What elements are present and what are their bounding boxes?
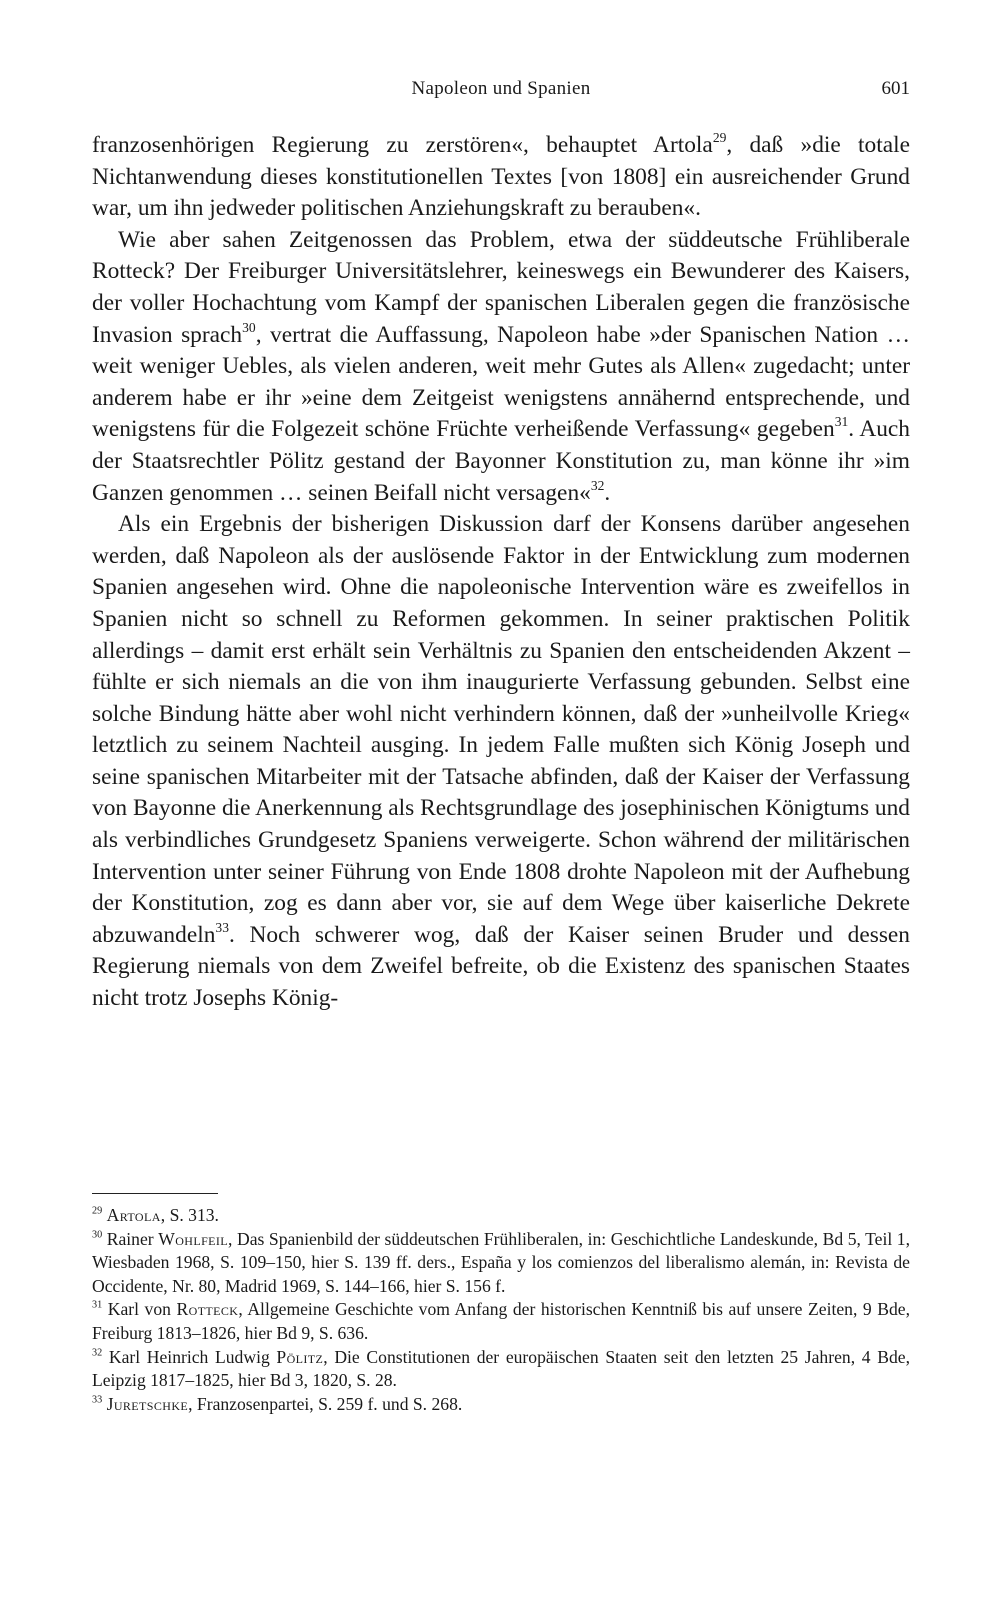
footnote-reference: 33 xyxy=(215,920,229,936)
footnote xyxy=(92,1228,910,1299)
footnote-separator xyxy=(92,1193,218,1194)
footnote-text: , Das Spanienbild der süddeutschen Frühliberalen, in: Geschichtliche Landeskunde, Bd 5, Teil 1, Wiesbaden 1968, S. 109–150, hier S. 139 ff. ders., España y los comienzos del liberalismo alemán, in: Revista de Occidente, Nr. 80, Madrid 1969, S. 144–166, hier S. 156 f. xyxy=(92,1228,910,1296)
footnote xyxy=(92,1204,910,1228)
text-run: , vertrat die Auffassung, Napoleon habe »der Spanischen Nation … weit weniger Uebles, als vielen anderen, weit mehr Gutes als Allen« zugedacht; unter anderem habe er ihr »eine dem Zeitgeist wenigstens annähernd entsprechende, und wenigstens für die Folgezeit schöne Früchte verheißende Verfassung« gegeben xyxy=(92,321,910,443)
footnote-author-forename: Karl von xyxy=(107,1299,177,1320)
footnote-text: , S. 313. xyxy=(160,1205,219,1225)
footnote-author-forename: Karl Heinrich Ludwig xyxy=(108,1346,277,1367)
footnote xyxy=(92,1346,910,1393)
paragraph xyxy=(92,130,910,225)
footnote-reference: 31 xyxy=(834,414,849,430)
footnote-number: 31 xyxy=(92,1300,103,1312)
footnote-author: Pölitz xyxy=(276,1346,324,1367)
text-run: . Noch schwerer wog, daß der Kaiser seinen Bruder und dessen Regierung niemals von dem Zweifel befreite, ob die Existenz des spanischen Staates nicht trotz Josephs König- xyxy=(92,921,910,1012)
footnote-author: Juretschke xyxy=(106,1393,189,1414)
running-title: Napoleon und Spanien xyxy=(411,78,591,99)
footnote-number: 30 xyxy=(92,1229,103,1241)
text-run: franzosenhörigen Regierung zu zerstören«, behauptet Artola xyxy=(92,132,713,158)
paragraph xyxy=(92,509,910,1015)
page-number: 601 xyxy=(881,78,910,99)
text-run: Als ein Ergebnis der bisherigen Diskussion darf der Konsens darüber angesehen werden, daß Napoleon als der auslösende Faktor in der Entwicklung zum modernen Spanien angesehen wird. Ohne die napoleonische Intervention wäre es zweifellos in Spanien nicht so schnell zu Reformen gekommen. In seiner praktischen Politik allerdings – damit erst erhält sein Verhältnis zu Spanien den entscheidenden Akzent – fühlte er sich niemals an die von ihm inaugurierte Verfassung gebunden. Selbst eine solche Bindung hätte aber wohl nicht verhindern können, daß der »unheilvolle Krieg« letztlich zu seinem Nachteil ausging. In jedem Falle mußten sich König Joseph und seine spanischen Mitarbeiter mit der Tatsache abfinden, daß der Kaiser der Verfassung von Bayonne die Anerkennung als Rechtsgrundlage des josephinischen Königtums und als verbindliches Grundgesetz Spaniens verweigerte. Schon während der militärischen Intervention unter seiner Führung von Ende 1808 drohte Napoleon mit der Aufhebung der Konstitution, zog es dann aber vor, sie auf dem Wege über kaiserliche Dekrete abzuwandeln xyxy=(92,511,910,948)
text-run: Wie aber sahen Zeitgenossen das Problem, etwa der süddeutsche Frühliberale Rotteck? Der Freiburger Universitätslehrer, keineswegs ein Bewunderer des Kaisers, der voller Hochachtung vom Kampf der spanischen Liberalen gegen die französische Invasion sprach xyxy=(92,226,910,348)
text-run: , daß »die totale Nichtanwendung dieses konstitutionellen Textes [von 1808] ein ausreichender Grund war, um ihn jedweder politischen Anziehungskraft zu berauben«. xyxy=(92,132,910,222)
footnote-author-forename: Rainer xyxy=(106,1228,159,1249)
footnote-reference: 30 xyxy=(242,319,256,335)
text-run: . xyxy=(604,479,611,506)
text-run: . Auch der Staatsrechtler Pölitz gestand der Bayonner Konstitution zu, man könne ihr »im Ganzen genommen … seinen Beifall nicht versagen« xyxy=(92,416,910,506)
footnote-number: 32 xyxy=(92,1347,103,1359)
footnote-number: 33 xyxy=(92,1394,103,1406)
footnote-reference: 29 xyxy=(712,130,727,146)
footnote-author: Rotteck xyxy=(176,1299,239,1320)
footnote-number: 29 xyxy=(92,1205,103,1217)
footnote xyxy=(92,1393,910,1417)
footnote-text: , Franzosenpartei, S. 259 f. und S. 268. xyxy=(188,1393,463,1414)
footnote-reference: 32 xyxy=(590,477,605,493)
footnote-text: , Die Constitutionen der europäischen Staaten seit den letzten 25 Jahren, 4 Bde, Leipzig 1817–1825, hier Bd 3, 1820, S. 28. xyxy=(92,1346,910,1391)
body-text xyxy=(92,130,910,1015)
footnote xyxy=(92,1298,910,1345)
footnote-author: Wohlfeil xyxy=(158,1228,229,1249)
running-head xyxy=(92,78,910,108)
paragraph xyxy=(92,225,910,509)
footnote-text: , Allgemeine Geschichte vom Anfang der historischen Kenntniß bis auf unsere Zeiten, 9 Bde, Freiburg 1813–1826, hier Bd 9, S. 636. xyxy=(92,1299,910,1343)
footnote-author: Artola xyxy=(106,1205,161,1225)
footnotes xyxy=(92,1204,910,1416)
